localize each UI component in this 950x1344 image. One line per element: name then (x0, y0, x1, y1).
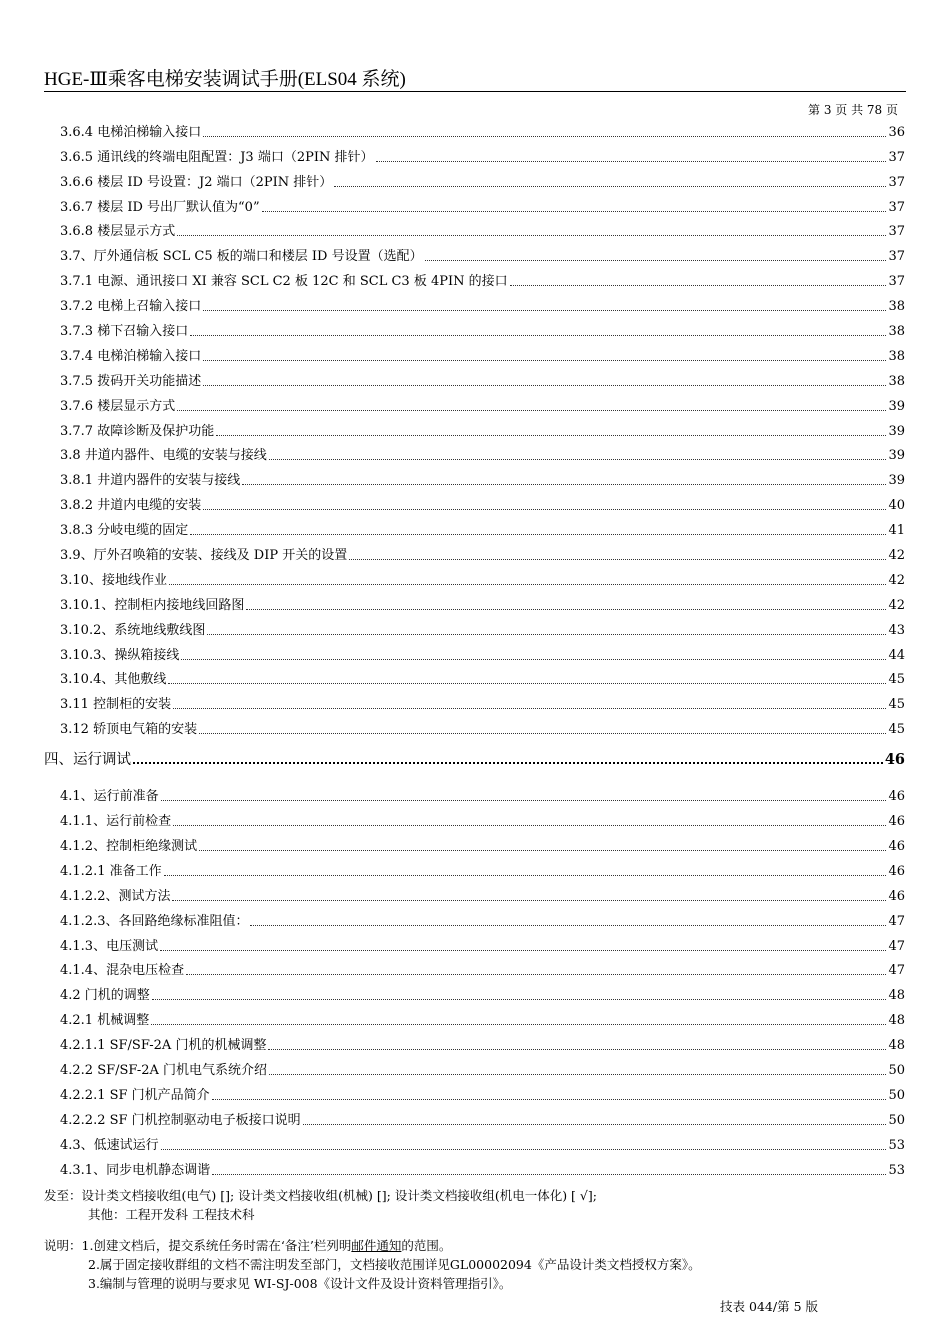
toc-entry-label: 4.1.4、混杂电压检查 (60, 963, 185, 979)
toc-entry-label: 3.10.4、其他敷线 (60, 672, 167, 688)
toc-entry-page: 37 (888, 249, 905, 265)
title-divider (44, 91, 906, 92)
toc-entry[interactable] (60, 713, 905, 738)
toc-leader-dots (199, 733, 886, 734)
note-1-suffix: 的范围。 (401, 1238, 452, 1253)
toc-leader-dots (203, 310, 886, 311)
toc-leader-dots (160, 950, 886, 951)
toc-entry-page: 50 (888, 1112, 905, 1128)
toc-leader-dots (212, 1099, 887, 1100)
toc-entry[interactable] (60, 805, 905, 830)
form-number: 技表 044/第 5 版 (720, 1299, 818, 1314)
notes-block (44, 1236, 914, 1293)
toc-entry[interactable] (60, 1154, 905, 1179)
toc-leader-dots (376, 161, 887, 162)
toc-entry-label: 3.6.5 通讯线的终端电阻配置：J3 端口（2PIN 排针） (60, 149, 374, 165)
toc-leader-dots (164, 875, 887, 876)
toc-entry-label: 4.1.2.2、测试方法 (60, 888, 171, 904)
toc-entry-label: 3.10.2、系统地线敷线图 (60, 622, 206, 638)
toc-entry[interactable] (60, 830, 905, 855)
toc-entry-label: 3.11 控制柜的安装 (60, 697, 172, 713)
toc-entry[interactable] (60, 141, 905, 166)
toc-entry-page: 37 (888, 149, 905, 165)
toc-leader-dots (173, 708, 886, 709)
document-title: HGE-Ⅲ乘客电梯安装调试手册(ELS04 系统) (44, 69, 406, 90)
distribution-footer (44, 1186, 914, 1293)
toc-entry[interactable] (60, 614, 905, 639)
toc-entry[interactable] (60, 415, 905, 440)
toc-entry-page: 39 (888, 423, 905, 439)
toc-entry[interactable] (60, 191, 905, 216)
toc-entry-label: 3.10、接地线作业 (60, 572, 167, 588)
send-to-line: 发至：设计类文档接收组(电气) []; 设计类文档接收组(机械) []; 设计类文档接收组(机电一体化) [ √]; (44, 1188, 597, 1203)
toc-entry-page: 42 (888, 548, 905, 564)
toc-leader-dots (203, 509, 886, 510)
toc-entry[interactable] (60, 315, 905, 340)
toc-entry[interactable] (60, 880, 905, 905)
toc-entry[interactable] (60, 979, 905, 1004)
toc-entry-page: 42 (888, 597, 905, 613)
toc-leader-dots (262, 211, 887, 212)
toc-leader-dots (161, 1149, 887, 1150)
toc-entry-page: 53 (888, 1137, 905, 1153)
toc-entry-page: 47 (888, 963, 905, 979)
toc-entry[interactable] (60, 955, 905, 980)
toc-entry-page: 36 (888, 124, 905, 140)
toc-entry-page: 46 (888, 789, 905, 805)
toc-leader-dots (203, 360, 886, 361)
toc-entry[interactable] (60, 265, 905, 290)
toc-entry[interactable] (60, 1004, 905, 1029)
toc-entry[interactable] (60, 855, 905, 880)
toc-leader-dots (177, 235, 886, 236)
toc-entry-page: 38 (888, 299, 905, 315)
mail-notice-link[interactable]: 邮件通知 (351, 1238, 402, 1253)
toc-leader-dots (199, 850, 886, 851)
toc-entry[interactable] (60, 1129, 905, 1154)
toc-leader-dots (242, 484, 886, 485)
toc-entry-label: 3.6.4 电梯泊梯输入接口 (60, 124, 202, 140)
toc-leader-dots (152, 999, 887, 1000)
toc-entry-page: 46 (888, 888, 905, 904)
toc-entry-page: 42 (888, 572, 905, 588)
toc-leader-dots (216, 435, 886, 436)
toc-leader-dots (173, 825, 886, 826)
toc-leader-dots (161, 800, 887, 801)
toc-entry-label: 3.12 轿顶电气箱的安装 (60, 722, 198, 738)
toc-leader-dots (250, 925, 886, 926)
toc-leader-dots (303, 1124, 887, 1125)
toc-entry[interactable] (60, 240, 905, 265)
toc-entry-label: 3.7.4 电梯泊梯输入接口 (60, 348, 202, 364)
toc-entry-page: 45 (888, 697, 905, 713)
toc-entry-page: 37 (888, 199, 905, 215)
toc-entry-page: 38 (888, 324, 905, 340)
toc-entry-label: 4.2.1 机械调整 (60, 1013, 150, 1029)
toc-entry[interactable] (60, 116, 905, 141)
toc-entry-page: 46 (888, 814, 905, 830)
toc-entry-label: 4.3.1、同步电机静态调谐 (60, 1162, 211, 1178)
toc-entry-label: 4.1、运行前准备 (60, 789, 159, 805)
toc-entry-label: 4.1.2、控制柜绝缘测试 (60, 838, 198, 854)
toc-entry-page: 46 (888, 863, 905, 879)
toc-entry[interactable] (60, 1029, 905, 1054)
toc-entry-page: 37 (888, 174, 905, 190)
toc-entry-page: 47 (888, 938, 905, 954)
toc-entry-label: 4.2.2.1 SF 门机产品简介 (60, 1087, 210, 1103)
toc-leader-dots (212, 1174, 886, 1175)
toc-entry[interactable] (60, 539, 905, 564)
others-line: 其他：工程开发科 工程技术科 (88, 1207, 255, 1222)
toc-entry-page: 50 (888, 1087, 905, 1103)
toc-entry-label: 4.3、低速试运行 (60, 1137, 159, 1153)
toc-leader-dots (190, 534, 886, 535)
toc-entry[interactable] (60, 464, 905, 489)
toc-entry-label: 3.8.1 井道内器件的安装与接线 (60, 473, 241, 489)
toc-entry-page: 45 (888, 672, 905, 688)
toc-entry-page: 45 (888, 722, 905, 738)
note-1-text: 说明：1.创建文档后，提交系统任务时需在‘备注’栏列明 (44, 1238, 352, 1253)
toc-entry-label: 3.7.5 拨码开关功能描述 (60, 373, 202, 389)
toc-leader-dots (151, 1024, 886, 1025)
toc-leader-dots (510, 285, 887, 286)
note-2: 2.属于固定接收群组的文档不需注明发至部门，文档接收范围详见GL00002094《产品设计类文档授权方案》。 (88, 1257, 701, 1272)
toc-entry-label: 3.7、厅外通信板 SCL C5 板的端口和楼层 ID 号设置（选配） (60, 249, 423, 265)
toc-entry-page: 37 (888, 224, 905, 240)
toc-entry[interactable] (60, 216, 905, 241)
toc-entry[interactable] (60, 489, 905, 514)
toc-entry[interactable] (60, 340, 905, 365)
toc-chapter-entry[interactable] (44, 738, 905, 780)
toc-entry-label: 4.1.2.1 准备工作 (60, 863, 162, 879)
toc-entry-label: 3.7.6 楼层显示方式 (60, 398, 176, 414)
toc-entry-page: 50 (888, 1062, 905, 1078)
table-of-contents (44, 116, 905, 1179)
toc-entry[interactable] (60, 688, 905, 713)
toc-entry-page: 48 (888, 1013, 905, 1029)
toc-entry-label: 3.6.8 楼层显示方式 (60, 224, 176, 240)
toc-leader-dots (425, 260, 887, 261)
toc-entry-page: 46 (884, 751, 905, 769)
toc-entry[interactable] (60, 564, 905, 589)
toc-entry-page: 39 (888, 398, 905, 414)
toc-leader-dots (168, 683, 886, 684)
toc-entry-page: 48 (888, 1038, 905, 1054)
toc-entry-label: 4.2.2 SF/SF-2A 门机电气系统介绍 (60, 1062, 268, 1078)
toc-entry-label: 3.9、厅外召唤箱的安装、接线及 DIP 开关的设置 (60, 548, 348, 564)
toc-leader-dots (133, 762, 883, 764)
toc-entry-page: 43 (888, 622, 905, 638)
toc-entry-page: 48 (888, 988, 905, 1004)
toc-entry[interactable] (60, 664, 905, 689)
toc-entry-page: 40 (888, 498, 905, 514)
toc-entry-page: 46 (888, 838, 905, 854)
toc-entry-label: 3.8.3 分岐电缆的固定 (60, 523, 189, 539)
toc-entry-label: 4.2 门机的调整 (60, 988, 150, 1004)
toc-entry-label: 3.7.7 故障诊断及保护功能 (60, 423, 215, 439)
toc-leader-dots (169, 584, 887, 585)
toc-entry-page: 37 (888, 274, 905, 290)
toc-leader-dots (334, 186, 886, 187)
toc-entry[interactable] (60, 639, 905, 664)
toc-leader-dots (172, 900, 886, 901)
toc-entry-label: 3.6.6 楼层 ID 号设置：J2 端口（2PIN 排针） (60, 174, 333, 190)
toc-entry[interactable] (60, 290, 905, 315)
toc-leader-dots (268, 1049, 886, 1050)
toc-entry-label: 4.2.1.1 SF/SF-2A 门机的机械调整 (60, 1038, 267, 1054)
toc-entry-page: 44 (888, 647, 905, 663)
toc-entry[interactable] (60, 905, 905, 930)
toc-entry-label: 3.10.1、控制柜内接地线回路图 (60, 597, 245, 613)
toc-leader-dots (207, 634, 886, 635)
note-1 (44, 1236, 914, 1255)
toc-entry-label: 3.7.2 电梯上召输入接口 (60, 299, 202, 315)
toc-entry[interactable] (60, 1054, 905, 1079)
toc-leader-dots (177, 410, 886, 411)
toc-leader-dots (349, 559, 886, 560)
toc-entry-label: 4.1.3、电压测试 (60, 938, 159, 954)
toc-entry-page: 39 (888, 473, 905, 489)
toc-entry-label: 3.8.2 井道内电缆的安装 (60, 498, 202, 514)
toc-entry-label: 4.2.2.2 SF 门机控制驱动电子板接口说明 (60, 1112, 301, 1128)
toc-leader-dots (269, 1074, 886, 1075)
toc-entry[interactable] (60, 390, 905, 415)
toc-entry-label: 4.1.1、运行前检查 (60, 814, 172, 830)
toc-entry-label: 3.10.3、操纵箱接线 (60, 647, 180, 663)
toc-entry[interactable] (60, 1079, 905, 1104)
toc-entry[interactable] (60, 930, 905, 955)
toc-leader-dots (190, 335, 886, 336)
toc-entry-page: 38 (888, 348, 905, 364)
toc-leader-dots (186, 974, 886, 975)
toc-entry[interactable] (60, 514, 905, 539)
toc-entry-page: 38 (888, 373, 905, 389)
toc-entry-label: 3.7.1 电源、通讯接口 XI 兼容 SCL C2 板 12C 和 SCL C3 板 4PIN 的接口 (60, 274, 508, 290)
toc-entry-label: 3.6.7 楼层 ID 号出厂默认值为“0” (60, 199, 260, 215)
toc-entry-page: 39 (888, 448, 905, 464)
toc-entry-page: 41 (888, 523, 905, 539)
note-3: 3.编制与管理的说明与要求见 WI-SJ-008《设计文件及设计资料管理指引》。 (88, 1276, 512, 1291)
toc-entry-page: 53 (888, 1162, 905, 1178)
toc-entry[interactable] (60, 780, 905, 805)
toc-entry-label: 3.8 井道内器件、电缆的安装与接线 (60, 448, 267, 464)
toc-entry-label: 3.7.3 梯下召输入接口 (60, 324, 189, 340)
toc-entry-label: 4.1.2.3、各回路绝缘标准阻值： (60, 913, 249, 929)
toc-entry-page: 47 (888, 913, 905, 929)
toc-leader-dots (203, 136, 886, 137)
toc-leader-dots (269, 459, 887, 460)
toc-leader-dots (203, 385, 886, 386)
toc-entry[interactable] (60, 365, 905, 390)
toc-entry-label: 四、运行调试 (44, 752, 131, 769)
toc-leader-dots (246, 609, 886, 610)
toc-entry[interactable] (60, 166, 905, 191)
toc-entry[interactable] (60, 1104, 905, 1129)
toc-entry[interactable] (60, 589, 905, 614)
toc-leader-dots (181, 659, 886, 660)
page-number: 第 3 页 共 78 页 (808, 103, 898, 117)
toc-entry[interactable] (60, 440, 905, 465)
